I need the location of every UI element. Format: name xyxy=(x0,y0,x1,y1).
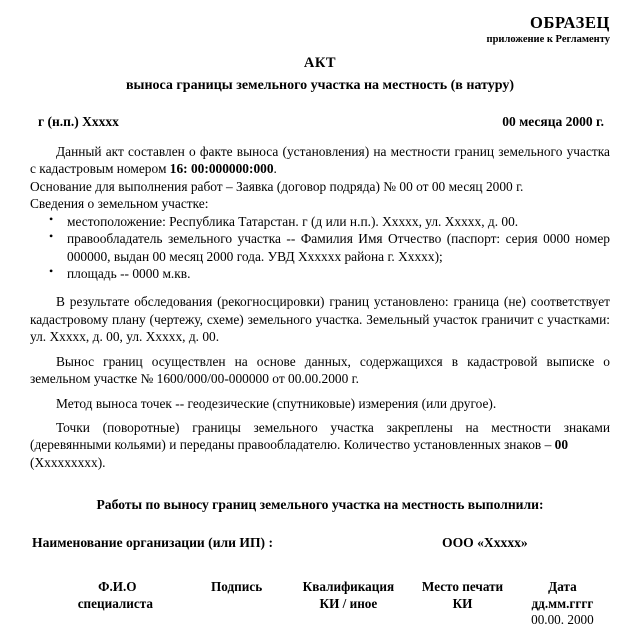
act-statement-text: Данный акт составлен о факте выноса (установления) на местности границ земельного участка с кадастровым номером xyxy=(30,144,610,177)
column-header-line2: КИ / иное xyxy=(319,595,378,611)
organization-label: Наименование организации (или ИП) : xyxy=(32,535,273,551)
markers-count-words: (Ххххххххх). xyxy=(30,454,106,470)
column-header-line1: Ф.И.О xyxy=(98,579,137,595)
signature-table-header xyxy=(30,579,610,629)
signature-column-fio xyxy=(44,579,187,629)
column-header-line1: Квалификация xyxy=(302,579,395,595)
list-item: • площадь -- 0000 м.кв. xyxy=(30,265,610,282)
column-header-line2: КИ xyxy=(452,595,473,611)
column-header-line1: Подпись xyxy=(211,579,263,595)
column-header-line1: Место печати xyxy=(421,579,504,595)
signature-column-seal xyxy=(410,579,515,629)
cadastral-number: 16: 00:000000:000 xyxy=(169,161,274,177)
signature-column-qualification xyxy=(287,579,411,629)
column-header-line2: дд.мм.гггг xyxy=(531,595,594,611)
page-subtitle: выноса границы земельного участка на местность (в натуру) xyxy=(125,78,514,94)
spacer xyxy=(30,412,610,419)
date-label: 00 месяца 2000 г. xyxy=(502,114,604,130)
paragraph-parcel-info-header: Сведения о земельном участке: xyxy=(30,196,209,212)
signature-column-date xyxy=(515,579,610,629)
organization-value: ООО «Ххххх» xyxy=(442,535,528,551)
stamp-sublabel: приложение к Регламенту xyxy=(486,33,610,45)
document-stamp-block xyxy=(30,14,610,46)
paragraph-basis: Основание для выполнения работ – Заявка (договор подряда) № 00 от 00 месяц 2000 г. xyxy=(30,178,524,194)
signature-column-signature xyxy=(187,579,287,629)
stamp-label: ОБРАЗЕЦ xyxy=(530,13,610,32)
spacer xyxy=(30,346,610,353)
column-header-line2: специалиста xyxy=(77,595,153,611)
place-label: г (н.п.) Ххххх xyxy=(38,114,119,130)
column-header-line3: 00.00. 2000 xyxy=(531,612,594,628)
paragraph-markers xyxy=(30,419,610,471)
spacer xyxy=(30,282,610,293)
parcel-info-list xyxy=(30,213,610,283)
act-statement-tail: . xyxy=(273,161,277,177)
spacer xyxy=(30,388,610,395)
list-item: • местоположение: Республика Татарстан. г (д или н.п.). Ххххх, ул. Ххххх, д. 00. xyxy=(30,213,610,230)
paragraph-act-statement xyxy=(30,143,610,178)
list-item: • правообладатель земельного участка -- Фамилия Имя Отчество (паспорт: серия 0000 номер 000000, выдан 00 месяц 2000 года. УВД Хххххх района г. Ххххх); xyxy=(30,230,610,265)
markers-text: Точки (поворотные) границы земельного участка закреплены на местности знаками (деревянными кольями) и переданы правообладателю. Количество установленных знаков – xyxy=(30,419,610,453)
paragraph-method: Метод выноса точек -- геодезические (спутниковые) измерения (или другое). xyxy=(56,395,497,411)
markers-count: 00 xyxy=(554,437,569,453)
paragraph-data-source: Вынос границ осуществлен на основе данных, содержащихся в кадастровой выписке о земельном участке № 1600/000/00-000000 от 00.00.2000 г. xyxy=(30,353,610,387)
performers-heading: Работы по выносу границ земельного участка на местность выполнили: xyxy=(96,497,544,513)
organization-row xyxy=(30,535,610,551)
paragraph-survey-result: В результате обследования (рекогносцировки) границ установлено: граница (не) соответствует кадастровому плану (чертежу, схеме) земельного участка. Земельный участок граничит с участками: ул. Ххххх, д. 00, ул. Ххххх, д. 00. xyxy=(30,294,610,345)
column-header-line1: Дата xyxy=(548,579,577,595)
place-date-row xyxy=(30,114,610,130)
document-body xyxy=(30,143,610,471)
page-title: АКТ xyxy=(303,55,337,72)
